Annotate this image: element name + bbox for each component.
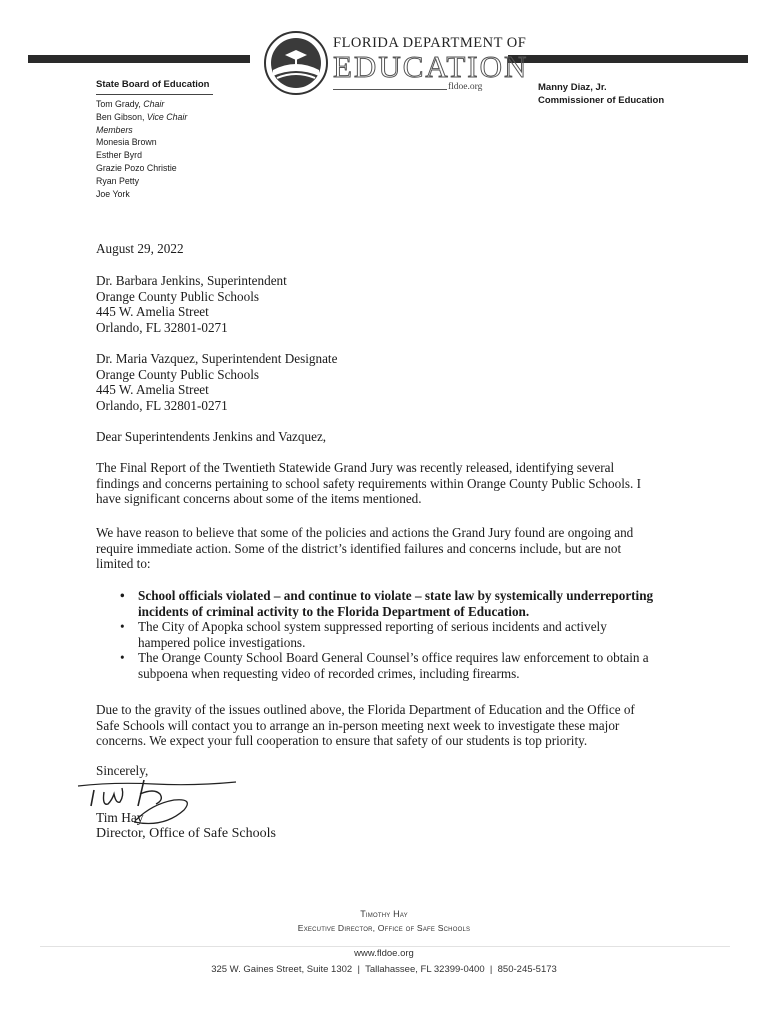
footer-phone: 850-245-5173: [497, 964, 557, 975]
board-member: [96, 188, 187, 201]
paragraph-1: [96, 460, 666, 507]
recipient-line: Orange County Public Schools: [96, 288, 260, 304]
board-member-role: Vice Chair: [146, 111, 188, 122]
board-member: [96, 175, 187, 188]
board-member-name: Esther Byrd: [96, 150, 142, 161]
board-member-name: Joe York: [96, 188, 130, 199]
closing: Sincerely,: [96, 763, 149, 778]
paragraph-line: require immediate action. Some of the district’s identified failures and concerns include, but are not: [96, 540, 622, 556]
footer-separator: |: [489, 964, 493, 975]
board-member: [96, 136, 187, 149]
logo-rule: [333, 89, 447, 90]
logo-title: FLORIDA DEPARTMENT OF: [333, 35, 527, 51]
board-member-name: Tom Grady,: [96, 99, 141, 109]
paragraph-line: limited to:: [96, 556, 151, 571]
footer-name: Timothy Hay: [360, 909, 408, 919]
recipient-line: 445 W. Amelia Street: [96, 304, 209, 319]
board-rule: [96, 94, 213, 95]
list-item: [120, 619, 653, 650]
list-item-line: incidents of criminal activity to the Florida Department of Education.: [138, 603, 530, 619]
paragraph-2: [96, 525, 666, 572]
logo-wordmark: EDUCATION: [333, 49, 529, 84]
fldoe-seal-icon: [263, 30, 329, 96]
board-member: [96, 162, 187, 175]
board-member: [96, 124, 187, 137]
recipient-2: [96, 351, 666, 413]
paragraph-line: The Final Report of the Twentieth Statewide Grand Jury was recently released, identifying several: [96, 460, 615, 475]
list-item-line: The City of Apopka school system suppressed reporting of serious incidents and actively: [138, 619, 607, 634]
list-item-line: School officials violated – and continue to violate – state law by systemically underreporting: [138, 588, 654, 603]
bullet-icon: •: [120, 619, 125, 634]
bullet-icon: •: [120, 588, 125, 603]
paragraph-line: have significant concerns about some of the items mentioned.: [96, 491, 422, 506]
paragraph-line: concerns. We expect your full cooperation to ensure that safety of our students is top priority.: [96, 733, 588, 748]
board-label: State Board of Education: [96, 79, 210, 90]
footer-title: Executive Director, Office of Safe Schools: [297, 923, 471, 933]
paragraph-3: [96, 702, 666, 749]
signer-title: Director, Office of Safe Schools: [96, 826, 276, 841]
recipient-1: [96, 273, 666, 335]
footer-separator: |: [357, 964, 360, 975]
recipient-line: 445 W. Amelia Street: [96, 382, 209, 397]
footer-address: 325 W. Gaines Street, Suite 1302: [211, 964, 353, 975]
footer-city: Tallahassee, FL 32399-0400: [365, 964, 485, 975]
concerns-list: [120, 588, 653, 681]
board-member: [96, 111, 187, 124]
paragraph-line: findings and concerns pertaining to school safety requirements within Orange County Public Schools. I: [96, 475, 641, 491]
list-item: [120, 588, 653, 619]
list-item-line: hampered police investigations.: [138, 634, 306, 650]
board-member-role: Chair: [143, 99, 165, 109]
paragraph-line: We have reason to believe that some of the policies and actions the Grand Jury found are ongoing and: [96, 525, 634, 540]
list-item-line: subpoena when requesting video of recorded crimes, including firearms.: [138, 665, 520, 681]
header-bar-right: [508, 55, 748, 63]
salutation: Dear Superintendents Jenkins and Vazquez,: [96, 429, 327, 444]
list-item-line: The Orange County School Board General Counsel’s office requires law enforcement to obtain a: [138, 650, 649, 665]
header-bar-left: [28, 55, 250, 63]
signer-name: Tim Hay: [96, 810, 144, 825]
recipient-line: Orange County Public Schools: [96, 366, 260, 382]
commissioner-name: Manny Diaz, Jr.: [538, 82, 607, 93]
board-member-name: Ryan Petty: [96, 175, 140, 186]
board-member-name: Monesia Brown: [96, 137, 157, 148]
board-member-role: Members: [96, 124, 133, 135]
footer-rule: [40, 946, 730, 947]
bullet-icon: •: [120, 650, 125, 665]
commissioner-block: [538, 81, 664, 107]
board-member-name: Ben Gibson,: [96, 111, 145, 122]
board-member: [96, 149, 187, 162]
board-members: [96, 98, 187, 200]
paragraph-line: Safe Schools will contact you to arrange an in-person meeting next week to investigate these major: [96, 717, 620, 733]
board-member-name: Grazie Pozo Christie: [96, 162, 177, 173]
list-item: [120, 650, 653, 681]
paragraph-line: Due to the gravity of the issues outlined above, the Florida Department of Education and the Office of: [96, 702, 635, 717]
footer-website: www.fldoe.org: [354, 948, 414, 959]
commissioner-title: Commissioner of Education: [538, 95, 665, 106]
footer-address-line: [0, 964, 768, 975]
recipient-line: Dr. Maria Vazquez, Superintendent Designate: [96, 351, 338, 366]
letter-date: August 29, 2022: [96, 241, 184, 256]
logo-url: fldoe.org: [448, 82, 483, 92]
recipient-line: Orlando, FL 32801-0271: [96, 319, 228, 335]
recipient-line: Orlando, FL 32801-0271: [96, 397, 228, 413]
recipient-line: Dr. Barbara Jenkins, Superintendent: [96, 273, 287, 288]
board-member: [96, 98, 187, 111]
